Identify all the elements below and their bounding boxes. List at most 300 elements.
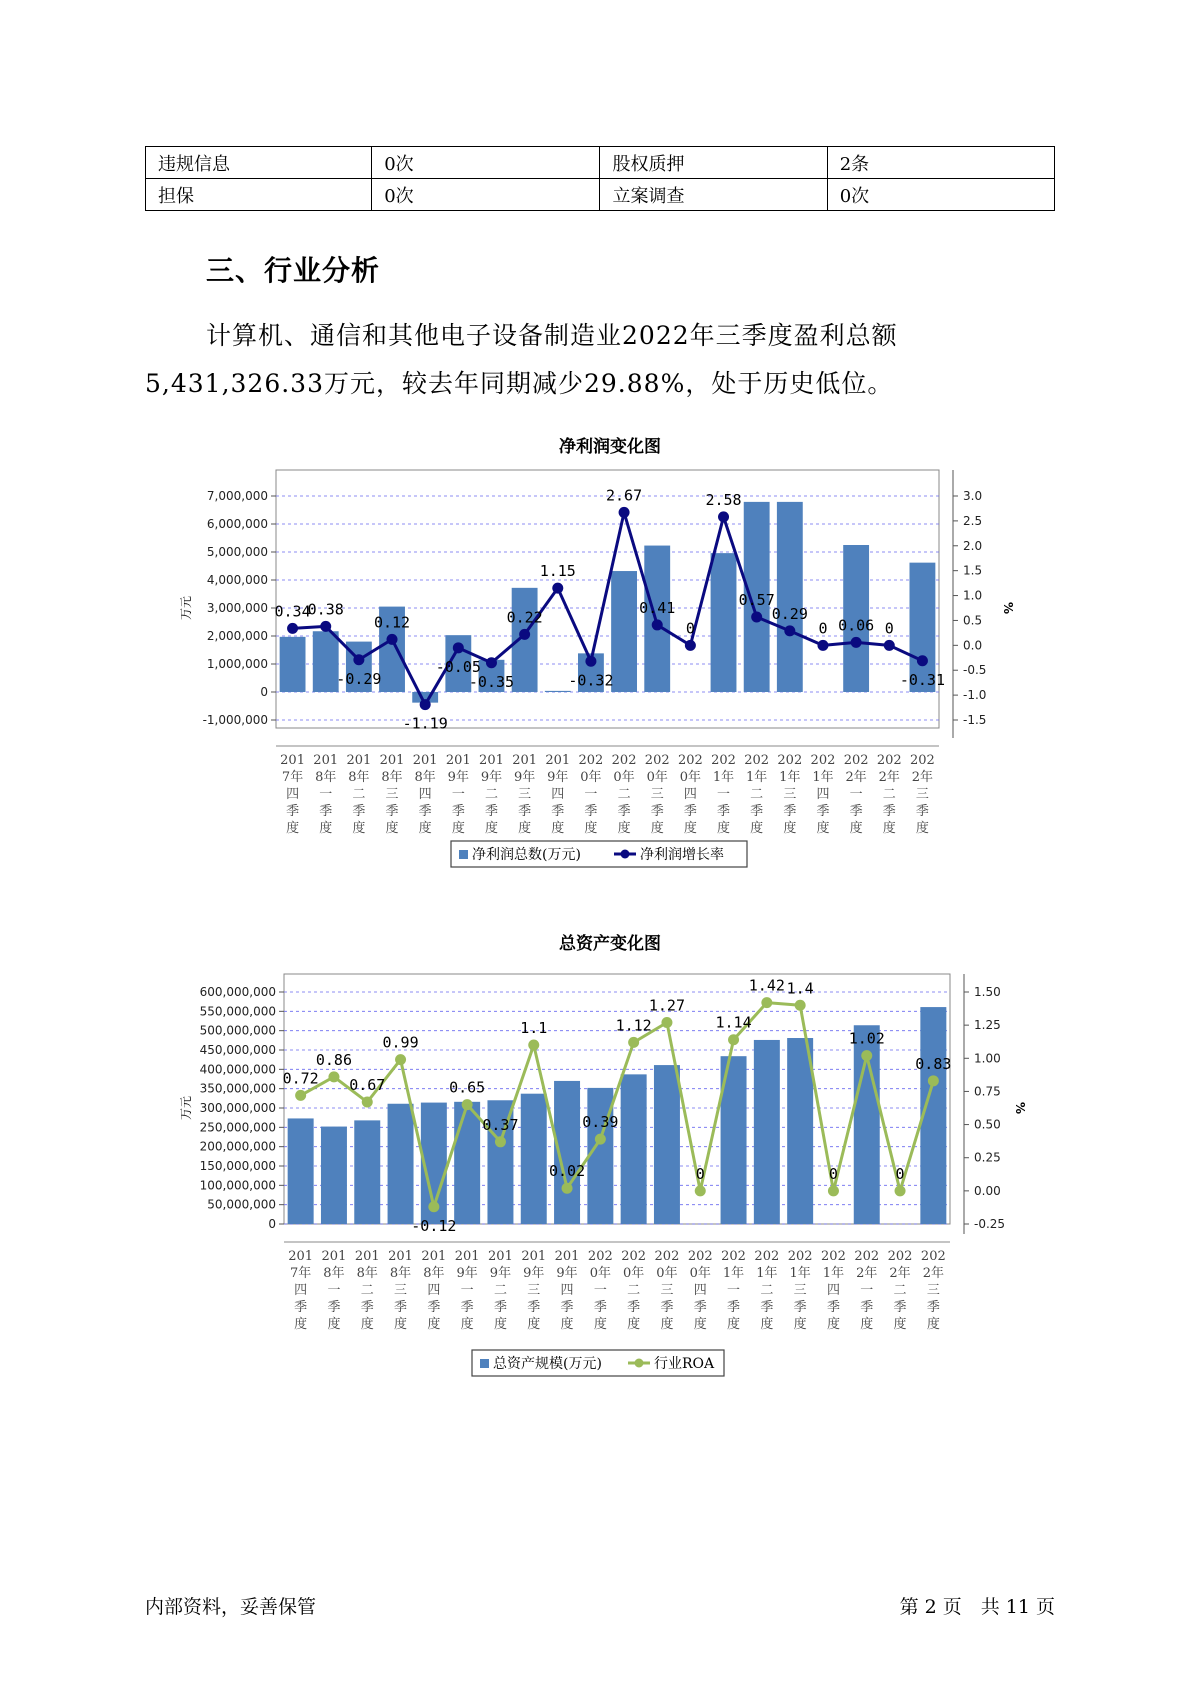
y-tick-label: -1,000,000 xyxy=(202,713,268,727)
x-tick-label: 201 xyxy=(421,1249,447,1264)
data-label: 1.27 xyxy=(648,996,686,1015)
x-tick-label: 202 xyxy=(687,1249,713,1264)
data-label: -0.32 xyxy=(568,671,614,690)
table-cell: 立案调查 xyxy=(600,179,827,211)
x-tick-label: 一 xyxy=(319,787,333,802)
bar xyxy=(354,1120,380,1224)
x-tick-label: 度 xyxy=(593,1317,607,1332)
x-tick-label: 度 xyxy=(294,1317,308,1332)
x-tick-label: 201 xyxy=(346,753,372,768)
legend-bar-label: 净利润总数(万元) xyxy=(472,847,581,863)
bar xyxy=(711,553,737,692)
line-point xyxy=(817,640,828,651)
x-tick-label: 季 xyxy=(427,1300,441,1315)
y-tick-label: 400,000,000 xyxy=(199,1062,276,1077)
x-tick-label: 202 xyxy=(744,753,770,768)
x-tick-label: 2年 xyxy=(911,770,934,785)
data-label: 0.67 xyxy=(349,1076,386,1095)
x-tick-label: 0年 xyxy=(656,1266,678,1281)
x-tick-label: 2年 xyxy=(856,1266,878,1281)
x-tick-label: 202 xyxy=(821,1249,846,1264)
x-tick-label: 202 xyxy=(920,1249,946,1264)
x-tick-label: 201 xyxy=(521,1249,547,1264)
data-label: 0.57 xyxy=(738,590,775,609)
x-tick-label: 二 xyxy=(617,787,631,802)
info-table xyxy=(145,146,1055,211)
y2-tick-label: 1.00 xyxy=(974,1051,1001,1066)
legend-line-marker xyxy=(635,1359,644,1368)
line-point xyxy=(295,1090,306,1101)
x-tick-label: 度 xyxy=(849,821,863,836)
plot-frame xyxy=(276,470,939,728)
x-tick-label: 一 xyxy=(584,787,598,802)
x-tick-label: 度 xyxy=(518,821,532,836)
x-tick-label: 度 xyxy=(527,1317,541,1332)
x-tick-label: 季 xyxy=(617,804,631,819)
x-tick-label: 度 xyxy=(926,1317,940,1332)
x-tick-label: 度 xyxy=(418,821,432,836)
x-tick-label: 201 xyxy=(313,753,339,768)
data-label: 0 xyxy=(828,1164,838,1183)
x-tick-label: 季 xyxy=(650,804,664,819)
table-cell: 担保 xyxy=(146,179,372,211)
x-tick-label: 9年 xyxy=(523,1266,545,1281)
y2-tick-label: 0.75 xyxy=(974,1084,1001,1099)
y-tick-label: 50,000,000 xyxy=(207,1197,276,1212)
x-tick-label: 度 xyxy=(650,821,664,836)
y-tick-label: 600,000,000 xyxy=(199,985,276,999)
line-point xyxy=(795,1000,806,1011)
x-tick-label: 度 xyxy=(727,1317,741,1332)
data-label: 0 xyxy=(818,619,828,638)
bar xyxy=(388,1104,414,1224)
x-tick-label: 三 xyxy=(385,787,399,802)
x-tick-label: 202 xyxy=(711,753,736,768)
table-cell: 2条 xyxy=(827,147,1054,179)
y2-tick-label: 0.50 xyxy=(974,1117,1001,1132)
data-label: -1.19 xyxy=(402,714,448,733)
x-tick-label: 7年 xyxy=(290,1266,312,1281)
y2-tick-label: 0.25 xyxy=(974,1150,1001,1165)
chart-title-net-profit: 净利润变化图 xyxy=(559,437,661,457)
x-tick-label: 1年 xyxy=(712,770,735,785)
x-tick-label: 202 xyxy=(578,753,604,768)
x-tick-label: 季 xyxy=(385,804,399,819)
y-tick-label: 1,000,000 xyxy=(206,657,268,671)
x-tick-label: 二 xyxy=(627,1283,641,1298)
legend-line-label: 行业ROA xyxy=(654,1356,715,1372)
x-tick-label: 度 xyxy=(793,1317,807,1332)
y-tick-label: 550,000,000 xyxy=(199,1004,276,1019)
x-tick-label: 一 xyxy=(327,1283,341,1298)
x-tick-label: 201 xyxy=(354,1249,380,1264)
x-tick-label: 202 xyxy=(611,753,637,768)
x-tick-label: 四 xyxy=(683,787,697,802)
x-tick-label: 202 xyxy=(876,753,902,768)
x-tick-label: 201 xyxy=(445,753,471,768)
line-point xyxy=(619,507,630,518)
x-tick-label: 季 xyxy=(750,804,764,819)
x-tick-label: 度 xyxy=(693,1317,707,1332)
data-label: 0 xyxy=(895,1164,905,1183)
table-cell: 0次 xyxy=(372,179,600,211)
y2-tick-label: -0.25 xyxy=(974,1217,1006,1231)
x-tick-label: 8年 xyxy=(348,770,370,785)
bar xyxy=(280,637,306,692)
x-tick-label: 季 xyxy=(915,804,929,819)
data-label: -0.31 xyxy=(899,670,946,689)
legend-line-label: 净利润增长率 xyxy=(640,847,724,863)
bar xyxy=(313,631,339,692)
x-tick-label: 季 xyxy=(849,804,863,819)
x-tick-label: 季 xyxy=(460,1300,474,1315)
y-tick-label: 7,000,000 xyxy=(206,489,268,503)
x-tick-label: 度 xyxy=(683,821,697,836)
x-tick-label: 二 xyxy=(493,1283,507,1298)
x-tick-label: 202 xyxy=(910,753,935,768)
y2-tick-label: 2.0 xyxy=(963,538,983,553)
table-cell: 股权质押 xyxy=(600,147,827,179)
x-tick-label: 1年 xyxy=(722,1266,745,1281)
line-point xyxy=(884,640,895,651)
x-tick-label: 季 xyxy=(693,1300,707,1315)
x-tick-label: 四 xyxy=(560,1283,574,1298)
y-tick-label: 150,000,000 xyxy=(199,1159,276,1173)
y-tick-label: 5,000,000 xyxy=(206,545,268,559)
y2-tick-label: 1.50 xyxy=(974,985,1001,999)
x-tick-label: 202 xyxy=(654,1249,680,1264)
x-tick-label: 201 xyxy=(388,1249,413,1264)
x-tick-label: 0年 xyxy=(580,770,602,785)
data-label: 0 xyxy=(685,619,695,638)
x-tick-label: 季 xyxy=(560,1300,574,1315)
data-label: -0.12 xyxy=(411,1216,457,1235)
x-tick-label: 三 xyxy=(527,1283,541,1298)
x-tick-label: 2年 xyxy=(889,1266,911,1281)
x-tick-label: 季 xyxy=(394,1300,408,1315)
x-tick-label: 8年 xyxy=(315,770,337,785)
x-tick-label: 201 xyxy=(288,1249,314,1264)
legend-bar-swatch xyxy=(459,850,468,859)
x-tick-label: 季 xyxy=(717,804,731,819)
x-tick-label: 度 xyxy=(360,1317,374,1332)
data-label: 0.72 xyxy=(282,1069,319,1088)
line-point xyxy=(462,1099,473,1110)
data-label: -0.35 xyxy=(468,672,515,691)
x-tick-label: 一 xyxy=(593,1283,607,1298)
x-tick-label: 季 xyxy=(816,804,830,819)
y-tick-label: 2,000,000 xyxy=(206,629,268,643)
y-tick-label: 500,000,000 xyxy=(199,1023,276,1038)
x-tick-label: 度 xyxy=(750,821,764,836)
y-tick-label: 300,000,000 xyxy=(199,1101,276,1115)
bar xyxy=(644,546,670,692)
x-tick-label: 201 xyxy=(479,753,504,768)
data-label: 1.02 xyxy=(848,1029,885,1048)
y2-axis-title: % xyxy=(1013,1101,1027,1115)
x-tick-label: 202 xyxy=(777,753,803,768)
y2-axis-title: % xyxy=(1001,601,1015,615)
paragraph-line-2: 5,431,326.33万元，较去年同期减少29.88%，处于历史低位。 xyxy=(145,369,894,398)
data-label: 1.12 xyxy=(615,1016,652,1035)
x-tick-label: 202 xyxy=(677,753,703,768)
line-point xyxy=(695,1185,706,1196)
line-point xyxy=(328,1071,339,1082)
data-label: 0.12 xyxy=(373,613,411,632)
bar xyxy=(611,571,637,692)
data-label: 0 xyxy=(884,619,894,638)
line-point xyxy=(428,1201,439,1212)
line-point xyxy=(528,1040,539,1051)
y-tick-label: 250,000,000 xyxy=(199,1120,276,1135)
x-tick-label: 二 xyxy=(893,1283,907,1298)
x-tick-label: 季 xyxy=(551,804,565,819)
x-tick-label: 202 xyxy=(854,1249,880,1264)
x-tick-label: 8年 xyxy=(423,1266,445,1281)
x-tick-label: 二 xyxy=(760,1283,774,1298)
line-point xyxy=(353,654,364,665)
x-tick-label: 9年 xyxy=(556,1266,578,1281)
x-tick-label: 8年 xyxy=(381,770,403,785)
x-tick-label: 202 xyxy=(587,1249,613,1264)
x-tick-label: 8年 xyxy=(323,1266,345,1281)
line-point xyxy=(917,655,928,666)
y2-tick-label: 3.0 xyxy=(963,489,983,503)
line-point xyxy=(562,1183,573,1194)
x-tick-label: 三 xyxy=(793,1283,807,1298)
x-tick-label: 201 xyxy=(488,1249,513,1264)
x-tick-label: 四 xyxy=(826,1283,840,1298)
y2-tick-label: 2.5 xyxy=(963,513,983,528)
x-tick-label: 度 xyxy=(627,1317,641,1332)
data-label: 0.29 xyxy=(771,604,808,623)
x-tick-label: 度 xyxy=(427,1317,441,1332)
y-tick-label: 0 xyxy=(268,1217,276,1231)
x-tick-label: 0年 xyxy=(623,1266,645,1281)
x-tick-label: 度 xyxy=(617,821,631,836)
y-axis-title: 万元 xyxy=(179,1095,193,1121)
line-point xyxy=(851,637,862,648)
line-point xyxy=(287,623,298,634)
line-point xyxy=(861,1050,872,1061)
bar xyxy=(754,1040,780,1224)
x-tick-label: 季 xyxy=(352,804,366,819)
data-label: 0.38 xyxy=(307,600,344,619)
x-tick-label: 季 xyxy=(584,804,598,819)
x-tick-label: 度 xyxy=(882,821,896,836)
x-tick-label: 度 xyxy=(451,821,465,836)
line-point xyxy=(685,640,696,651)
x-tick-label: 二 xyxy=(352,787,366,802)
bar xyxy=(512,588,538,692)
line-point xyxy=(718,511,729,522)
x-tick-label: 2年 xyxy=(878,770,900,785)
paragraph-line-1: 计算机、通信和其他电子设备制造业2022年三季度盈利总额 xyxy=(206,321,898,350)
bar xyxy=(454,1102,480,1224)
x-tick-label: 季 xyxy=(593,1300,607,1315)
data-label: 1.4 xyxy=(786,979,814,998)
line-point xyxy=(895,1185,906,1196)
x-tick-label: 度 xyxy=(584,821,598,836)
x-tick-label: 201 xyxy=(412,753,438,768)
x-tick-label: 度 xyxy=(493,1317,507,1332)
x-tick-label: 202 xyxy=(843,753,869,768)
data-label: 1.15 xyxy=(539,562,576,581)
x-tick-label: 季 xyxy=(926,1300,940,1315)
y2-tick-label: -1.5 xyxy=(963,713,987,727)
x-tick-label: 季 xyxy=(451,804,465,819)
data-label: 0.34 xyxy=(274,602,311,621)
x-tick-label: 1年 xyxy=(756,1266,778,1281)
table-cell: 0次 xyxy=(827,179,1054,211)
net-profit-chart xyxy=(0,460,1191,880)
line-point xyxy=(395,1054,406,1065)
x-tick-label: 201 xyxy=(512,753,538,768)
x-tick-label: 四 xyxy=(816,787,830,802)
bar xyxy=(787,1038,813,1224)
x-tick-label: 三 xyxy=(660,1283,674,1298)
x-tick-label: 季 xyxy=(860,1300,874,1315)
data-label: 0.22 xyxy=(506,608,543,627)
x-tick-label: 季 xyxy=(727,1300,741,1315)
legend-line-marker xyxy=(621,850,630,859)
x-tick-label: 度 xyxy=(660,1317,674,1332)
section-title: 三、行业分析 xyxy=(206,254,381,287)
x-tick-label: 三 xyxy=(394,1283,408,1298)
x-tick-label: 二 xyxy=(750,787,764,802)
x-tick-label: 季 xyxy=(527,1300,541,1315)
line-point xyxy=(652,619,663,630)
x-tick-label: 季 xyxy=(484,804,498,819)
data-label: 2.58 xyxy=(705,490,742,509)
y-tick-label: 0 xyxy=(260,685,268,699)
line-point xyxy=(728,1034,739,1045)
x-tick-label: 度 xyxy=(484,821,498,836)
x-tick-label: 一 xyxy=(849,787,863,802)
y2-tick-label: -1.0 xyxy=(963,688,987,703)
line-point xyxy=(928,1075,939,1086)
total-assets-chart xyxy=(0,960,1191,1390)
x-tick-label: 1年 xyxy=(789,1266,811,1281)
line-point xyxy=(585,656,596,667)
x-tick-label: 202 xyxy=(644,753,670,768)
line-point xyxy=(495,1136,506,1147)
x-tick-label: 202 xyxy=(787,1249,813,1264)
y-tick-label: 200,000,000 xyxy=(199,1139,276,1154)
x-tick-label: 9年 xyxy=(547,770,569,785)
y2-tick-label: -0.5 xyxy=(963,663,987,678)
data-label: -0.05 xyxy=(435,657,481,676)
y2-tick-label: 1.5 xyxy=(963,563,983,578)
x-tick-label: 1年 xyxy=(812,770,834,785)
y-tick-label: 100,000,000 xyxy=(199,1178,276,1193)
x-tick-label: 季 xyxy=(518,804,532,819)
x-tick-label: 202 xyxy=(754,1249,780,1264)
x-tick-label: 四 xyxy=(551,787,565,802)
x-tick-label: 2年 xyxy=(845,770,867,785)
x-tick-label: 9年 xyxy=(489,1266,512,1281)
x-tick-label: 0年 xyxy=(679,770,702,785)
x-tick-label: 三 xyxy=(926,1283,940,1298)
data-label: -0.29 xyxy=(336,669,382,688)
table-cell: 0次 xyxy=(372,147,600,179)
x-tick-label: 度 xyxy=(394,1317,408,1332)
line-point xyxy=(519,629,530,640)
line-point xyxy=(751,611,762,622)
data-label: 0.37 xyxy=(482,1115,519,1134)
data-label: 1.42 xyxy=(748,976,785,995)
y2-tick-label: 0.00 xyxy=(974,1183,1001,1198)
line-point xyxy=(661,1017,672,1028)
bar xyxy=(777,502,803,692)
x-tick-label: 9年 xyxy=(480,770,503,785)
x-tick-label: 度 xyxy=(816,821,830,836)
data-label: 0.83 xyxy=(915,1054,952,1073)
x-tick-label: 三 xyxy=(518,787,532,802)
x-tick-label: 度 xyxy=(460,1317,474,1332)
line-point xyxy=(761,997,772,1008)
x-tick-label: 季 xyxy=(893,1300,907,1315)
data-label: 0.41 xyxy=(639,598,676,617)
line-point xyxy=(387,634,398,645)
data-label: 0.86 xyxy=(315,1050,353,1069)
x-tick-label: 季 xyxy=(826,1300,840,1315)
y2-tick-label: 1.0 xyxy=(963,588,983,603)
data-label: 0 xyxy=(695,1164,705,1183)
x-tick-label: 三 xyxy=(650,787,664,802)
x-tick-label: 0年 xyxy=(613,770,635,785)
x-tick-label: 季 xyxy=(327,1300,341,1315)
x-tick-label: 一 xyxy=(451,787,465,802)
x-tick-label: 8年 xyxy=(414,770,436,785)
line-point xyxy=(420,699,431,710)
x-tick-label: 201 xyxy=(545,753,571,768)
x-tick-label: 202 xyxy=(621,1249,647,1264)
x-tick-label: 季 xyxy=(882,804,896,819)
x-tick-label: 0年 xyxy=(689,1266,711,1281)
x-tick-label: 202 xyxy=(887,1249,913,1264)
y2-tick-label: 0.0 xyxy=(963,638,983,653)
x-tick-label: 度 xyxy=(826,1317,840,1332)
table-row xyxy=(146,147,1055,179)
x-tick-label: 度 xyxy=(352,821,366,836)
x-tick-label: 8年 xyxy=(356,1266,378,1281)
x-tick-label: 0年 xyxy=(589,1266,611,1281)
x-tick-label: 1年 xyxy=(779,770,801,785)
line-point xyxy=(362,1097,373,1108)
x-tick-label: 季 xyxy=(294,1300,308,1315)
x-tick-label: 度 xyxy=(783,821,797,836)
y2-tick-label: 1.25 xyxy=(974,1018,1001,1033)
x-tick-label: 一 xyxy=(460,1283,474,1298)
data-label: 2.67 xyxy=(606,486,643,505)
x-tick-label: 9年 xyxy=(456,1266,478,1281)
x-tick-label: 201 xyxy=(554,1249,580,1264)
x-tick-label: 201 xyxy=(280,753,305,768)
data-label: 0.65 xyxy=(449,1078,486,1097)
bar xyxy=(521,1094,547,1224)
x-tick-label: 四 xyxy=(427,1283,441,1298)
data-label: 0.39 xyxy=(582,1113,619,1132)
y-tick-label: 4,000,000 xyxy=(206,573,268,587)
x-tick-label: 0年 xyxy=(646,770,668,785)
x-tick-label: 1年 xyxy=(746,770,768,785)
table-cell: 违规信息 xyxy=(146,147,372,179)
x-tick-label: 季 xyxy=(319,804,333,819)
x-tick-label: 季 xyxy=(793,1300,807,1315)
y-tick-label: 3,000,000 xyxy=(206,601,268,615)
bar xyxy=(288,1118,314,1224)
